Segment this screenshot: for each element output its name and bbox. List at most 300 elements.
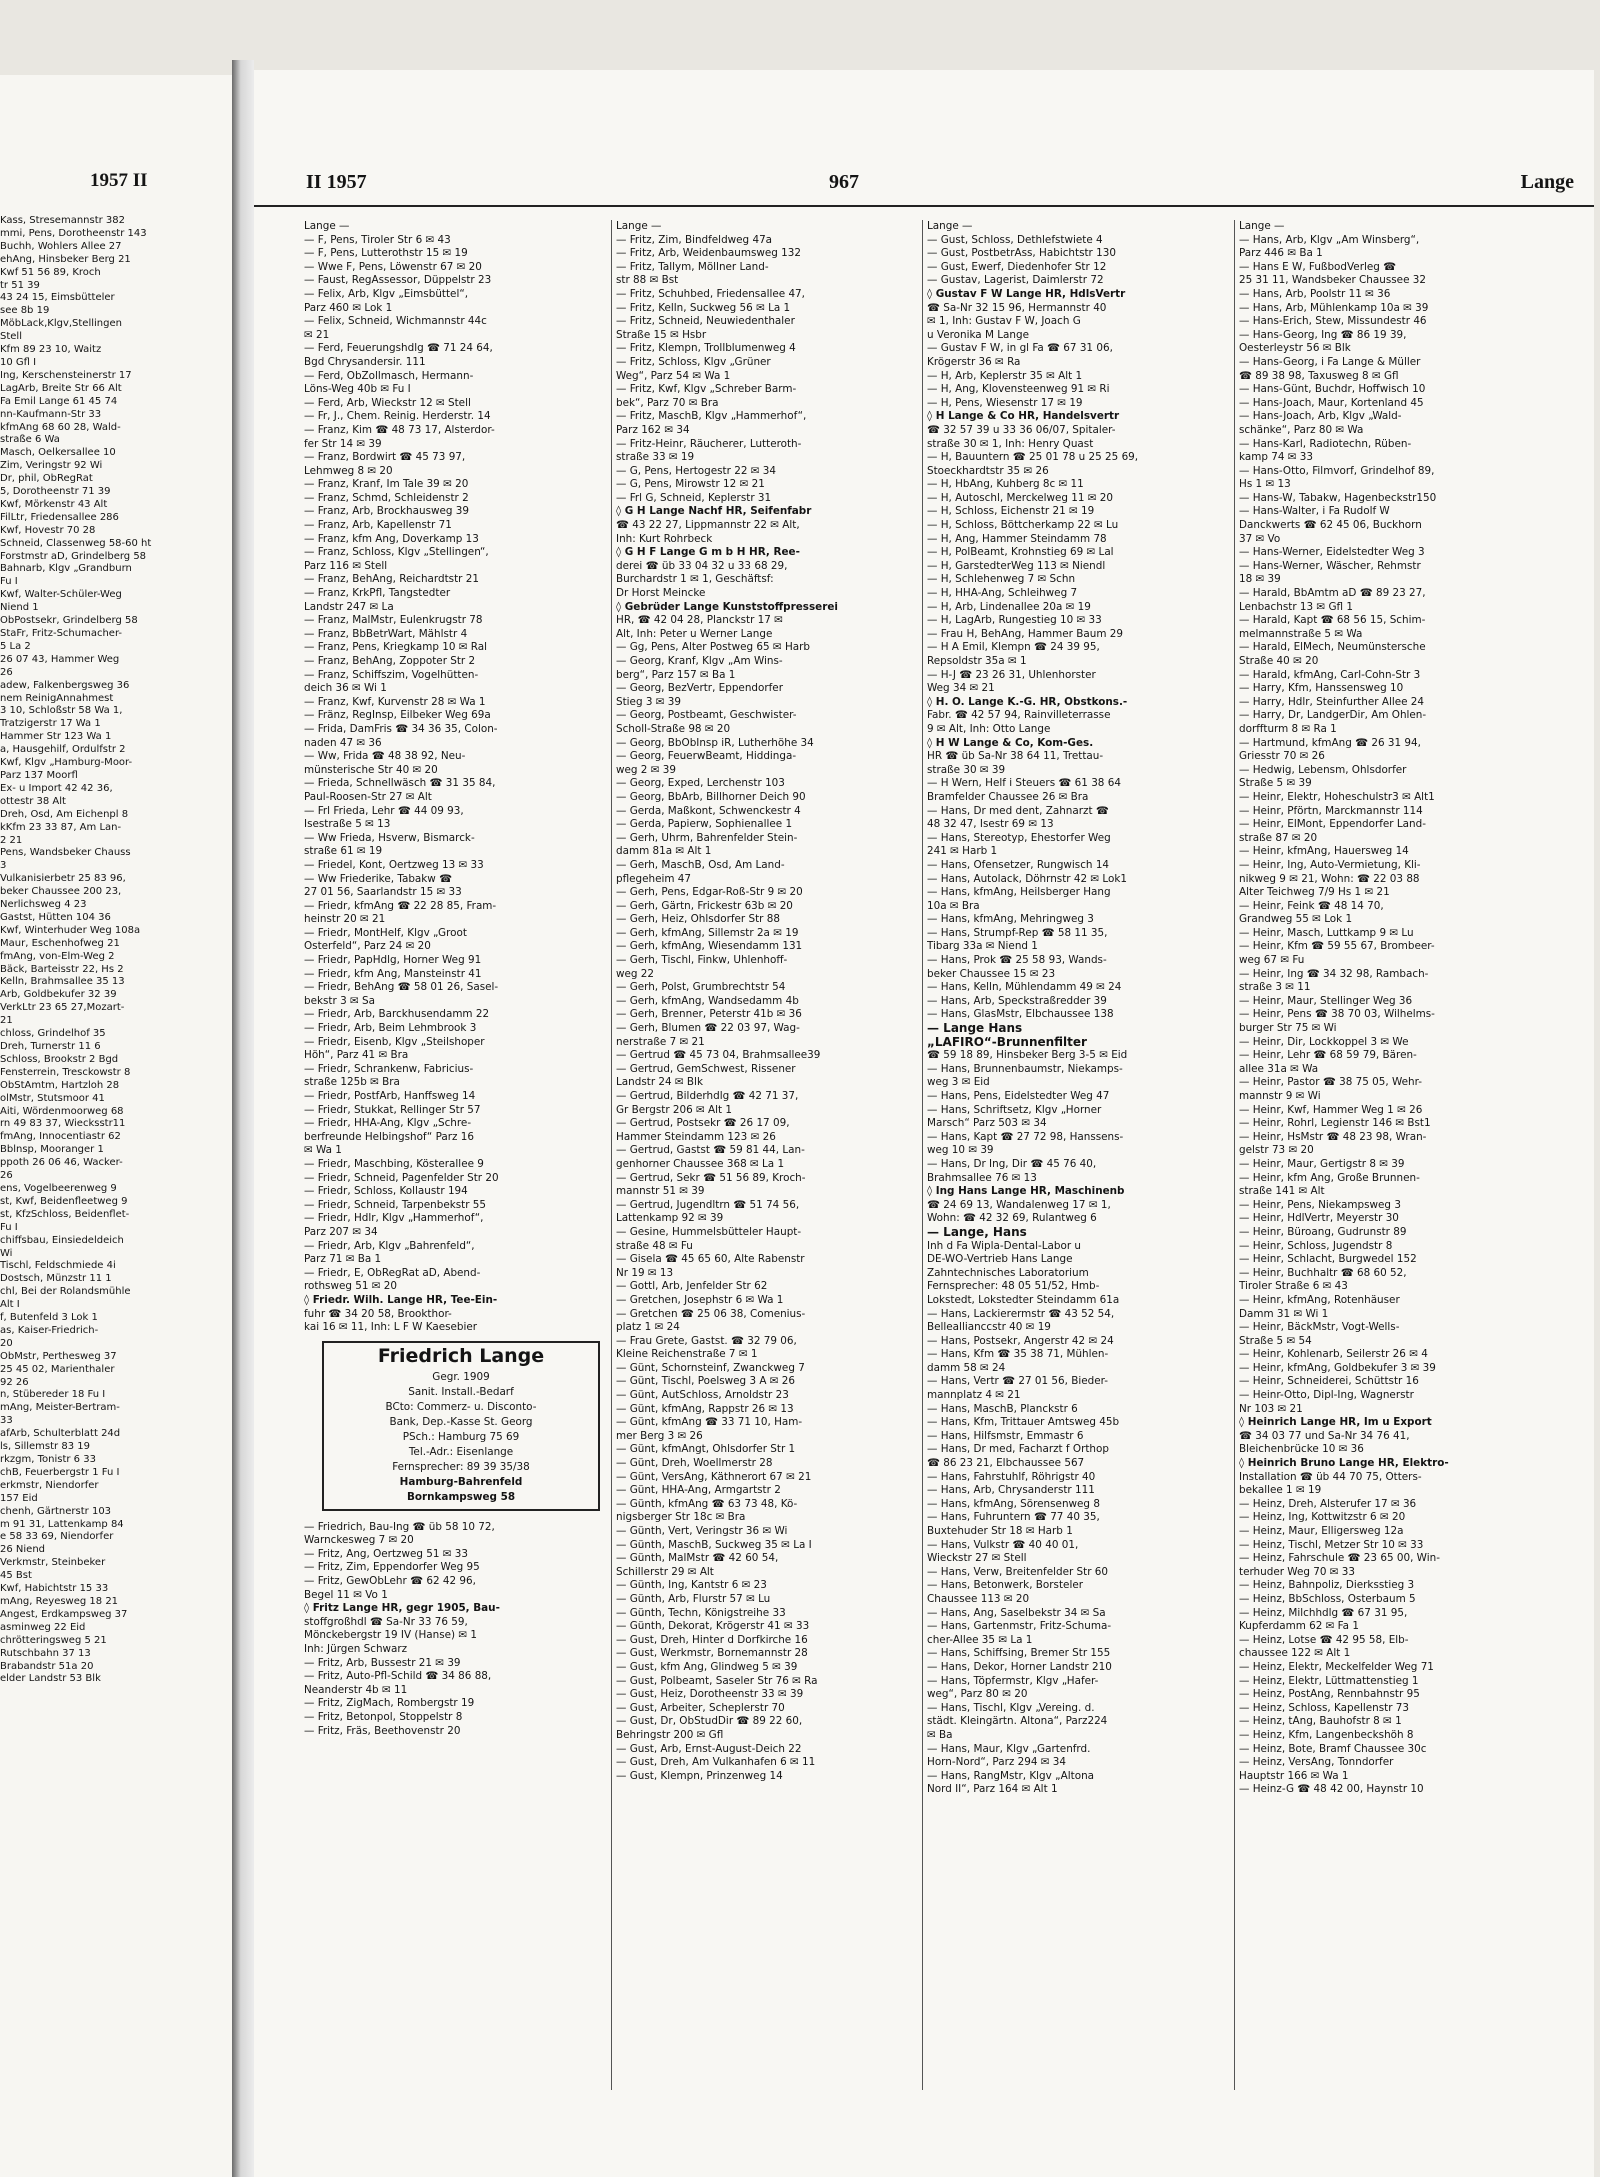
directory-entry-line: — Hans, Dekor, Horner Landstr 210 [927, 1660, 1112, 1673]
directory-entry-line: Alter Teichweg 7/9 Hs 1 ✉ 21 [1239, 886, 1390, 899]
directory-entry-line: — Heinr, BäckMstr, Vogt-Wells- [1239, 1321, 1400, 1334]
directory-entry-line: — Gertrud, Sekr ☎ 51 56 89, Kroch- [616, 1171, 806, 1184]
directory-entry-line: dorffturm 8 ✉ Ra 1 [1239, 722, 1337, 735]
left-page-line: Kwf, Hovestr 70 28 [0, 524, 96, 536]
left-page-line: afArb, Schulterblatt 24d [0, 1428, 121, 1440]
directory-entry-line: — Günt, AutSchloss, Arnoldstr 23 [616, 1389, 789, 1402]
left-page-line: fmAng, Innocentiastr 62 [0, 1131, 121, 1143]
directory-entry-line: — Gg, Pens, Alter Postweg 65 ✉ Harb [616, 641, 810, 654]
directory-entry-line: — Franz, BehAng, Reichardtstr 21 [304, 573, 479, 586]
directory-entry-line: — H, HHA-Ang, Schleihweg 7 [927, 587, 1078, 600]
directory-entry-line: burger Str 75 ✉ Wi [1239, 1022, 1337, 1035]
directory-entry-line: Lokstedt, Lokstedter Steindamm 61a [927, 1293, 1120, 1306]
directory-entry-line: — Felix, Schneid, Wichmannstr 44c [304, 315, 487, 328]
directory-entry-line: Zahntechnisches Laboratorium [927, 1266, 1089, 1279]
directory-entry-line: — Hans, Strumpf-Rep ☎ 58 11 35, [927, 926, 1108, 939]
directory-entry-line: — Hans, Töpfermstr, Klgv „Hafer- [927, 1674, 1099, 1687]
directory-entry-line: — Fritz, Arb, Weidenbaumsweg 132 [616, 247, 802, 260]
directory-entry-line: — Friedrich, Bau-Ing ☎ üb 58 10 72, [304, 1520, 495, 1533]
directory-entry-line: Damm 31 ✉ Wi 1 [1239, 1307, 1329, 1320]
directory-entry-line: Lenbachstr 13 ✉ Gfl 1 [1239, 600, 1353, 613]
directory-entry-line: — Fritz, Klempn, Trollblumenweg 4 [616, 342, 796, 355]
left-page-line: 21 [0, 1015, 13, 1027]
directory-entry-line: — Franz, Schloss, Klgv „Stellingen“, [304, 546, 489, 559]
directory-entry-line: Parz 446 ✉ Ba 1 [1239, 247, 1323, 260]
directory-entry-line: — H, GarstedterWeg 113 ✉ Niendl [927, 559, 1106, 572]
page-number: 967 [829, 171, 859, 193]
directory-entry-line: münsterische Str 40 ✉ 20 [304, 763, 438, 776]
directory-entry-line: — Hans, Pens, Eidelstedter Weg 47 [927, 1090, 1110, 1102]
left-page-line: ppoth 26 06 46, Wacker- [0, 1157, 123, 1169]
left-page-line: chenh, Gärtnerstr 103 [0, 1505, 112, 1517]
directory-entry-line: — Hans-Georg, Ing ☎ 86 19 39, [1239, 328, 1407, 341]
directory-entry-line: — Franz, KrkPfl, Tangstedter [304, 587, 451, 600]
directory-entry-line: — Franz, Schmd, Schleidenstr 2 [304, 491, 469, 504]
directory-entry-line: Griesstr 70 ✉ 26 [1239, 750, 1325, 763]
directory-entry-line: Wohn: ☎ 42 32 69, Rulantweg 6 [927, 1212, 1097, 1225]
left-page-line: Bahnarb, Klgv „Grandburn [0, 563, 132, 575]
directory-entry-line: — Gust, kfm Ang, Glindweg 5 ✉ 39 [616, 1660, 798, 1673]
left-page-line: adew, Falkenbergsweg 36 [0, 679, 130, 691]
directory-entry-line: — Gerh, MaschB, Osd, Am Land- [616, 858, 785, 871]
directory-entry-line: ☎ 24 69 13, Wandalenweg 17 ✉ 1, [927, 1198, 1111, 1211]
left-page-line: Kass, Stresemannstr 382 [0, 215, 126, 226]
directory-entry-line: — Hans, Brunnenbaumstr, Niekamps- [927, 1062, 1123, 1075]
directory-entry-line: bekstr 3 ✉ Sa [304, 994, 375, 1007]
left-page-line: 3 10, Schloßstr 58 Wa 1, [0, 705, 123, 717]
directory-entry-line: — Hans, Arb, Klgv „Am Winsberg“, [1239, 233, 1420, 246]
directory-entry-line: Gr Bergstr 206 ✉ Alt 1 [616, 1103, 733, 1116]
directory-entry-line: — Lange Hans [927, 1022, 1023, 1036]
left-page-line: tr 51 39 [0, 279, 40, 291]
directory-entry-line: rothsweg 51 ✉ 20 [304, 1280, 398, 1293]
directory-entry-line: — Gertrud, Bilderhdlg ☎ 42 71 37, [616, 1090, 799, 1102]
directory-entry-line: ◊ G H F Lange G m b H HR, Ree- [616, 546, 800, 559]
directory-entry-line: — Heinz, Schloss, Kapellenstr 73 [1239, 1701, 1410, 1714]
left-page-line: ObStAmtm, Hartzloh 28 [0, 1079, 120, 1091]
directory-entry-line: — Gerda, Papierw, Sophienallee 1 [616, 818, 793, 831]
directory-entry-line: nigsberger Str 18c ✉ Bra [616, 1511, 746, 1524]
directory-entry-line: Osterfeld“, Parz 24 ✉ 20 [304, 940, 431, 953]
directory-entry-line: Löns-Weg 40b ✉ Fu I [304, 383, 411, 396]
directory-entry-line: — H, Ang, Klovensteenweg 91 ✉ Ri [927, 383, 1110, 396]
left-page-line: Kwf 51 56 89, Kroch [0, 266, 101, 278]
directory-entry-line: Marsch“ Parz 503 ✉ 34 [927, 1117, 1047, 1130]
directory-entry-line: — H, Bauuntern ☎ 25 01 78 u 25 25 69, [927, 451, 1139, 464]
directory-entry-line: 27 01 56, Saarlandstr 15 ✉ 33 [304, 886, 462, 899]
left-page-line: Kwf, Mörkenstr 43 Alt [0, 498, 108, 510]
directory-entry-line: — Heinz, Elektr, Lüttmattenstieg 1 [1239, 1674, 1419, 1687]
directory-entry-line: — Gust, Arbeiter, Scheplerstr 70 [616, 1701, 785, 1714]
directory-entry-line: straße 33 ✉ 19 [616, 451, 695, 464]
directory-entry-line: — Heinz, BbSchloss, Osterbaum 5 [1239, 1592, 1416, 1605]
directory-entry-line: — Hans-Günt, Buchdr, Hoffwisch 10 [1239, 383, 1426, 396]
directory-entry-line: — Hans, GlasMstr, Elbchaussee 138 [927, 1008, 1114, 1021]
advertisement-box [322, 1341, 600, 1511]
directory-entry-line: ✉ Ba [927, 1728, 953, 1741]
directory-entry-line: — Hans, Ang, Saselbekstr 34 ✉ Sa [927, 1606, 1106, 1619]
directory-column-3 [927, 220, 1229, 1797]
directory-entry-line: Begel 11 ✉ Vo 1 [304, 1588, 388, 1601]
left-page-line: elder Landstr 53 Blk [0, 1673, 101, 1685]
directory-entry-line: Stoeckhardtstr 35 ✉ 26 [927, 464, 1049, 477]
directory-entry-line: nerstraße 7 ✉ 21 [616, 1035, 705, 1048]
directory-entry-line: — Heinz, Elektr, Meckelfelder Weg 71 [1239, 1660, 1434, 1673]
directory-entry-line: — Georg, BbArb, Billhorner Deich 90 [616, 790, 806, 803]
directory-entry-line: — Heinz, VersAng, Tonndorfer [1239, 1756, 1394, 1769]
directory-entry-line: weg“, Parz 80 ✉ 20 [927, 1688, 1028, 1701]
directory-entry-line: — Franz, Kranf, Im Tale 39 ✉ 20 [304, 478, 469, 491]
directory-entry-line: — H, Schloss, Eichenstr 21 ✉ 19 [927, 505, 1095, 518]
directory-entry-line: — Heinz, Bahnpoliz, Dierksstieg 3 [1239, 1579, 1415, 1592]
directory-entry-line: — Hans, Kfm, Trittauer Amtsweg 45b [927, 1416, 1120, 1429]
directory-page [254, 70, 1594, 2177]
directory-entry-line: — Heinr, kfmAng, Goldbekufer 3 ✉ 39 [1239, 1361, 1436, 1374]
directory-entry-line: — Fritz, Ang, Oertzweg 51 ✉ 33 [304, 1547, 469, 1560]
left-page-line: StaFr, Fritz-Schumacher- [0, 628, 123, 639]
directory-entry-line: — Gust, Dreh, Am Vulkanhafen 6 ✉ 11 [616, 1756, 816, 1769]
left-page-line: ens, Vogelbeerenweg 9 [0, 1182, 117, 1194]
directory-entry-line: Parz 207 ✉ 34 [304, 1225, 378, 1238]
directory-entry-line: Nr 19 ✉ 13 [616, 1266, 674, 1279]
directory-entry-line: — Gust, Polbeamt, Saseler Str 76 ✉ Ra [616, 1674, 818, 1687]
directory-entry-line: naden 47 ✉ 36 [304, 736, 382, 749]
left-page-line: Brabandstr 51a 20 [0, 1660, 94, 1672]
left-page-line: 157 Eid [0, 1492, 38, 1504]
directory-entry-line: — Hans, Stereotyp, Ehestorfer Weg [927, 831, 1111, 844]
directory-entry-line: u Veronika M Lange [927, 328, 1029, 341]
left-page-line: nem ReinigAnnahmest [0, 692, 114, 704]
directory-entry-line: str 88 ✉ Bst [616, 274, 679, 287]
directory-entry-line: — Fritz, Auto-Pfl-Schild ☎ 34 86 88, [304, 1670, 492, 1683]
directory-entry-line: schänke“, Parz 80 ✉ Wa [1239, 423, 1364, 436]
directory-entry-line: HR ☎ üb Sa-Nr 38 64 11, Trettau- [927, 750, 1104, 763]
left-page-line: as, Kaiser-Friedrich- [0, 1324, 99, 1336]
directory-entry-line: — Friedel, Kont, Oertzweg 13 ✉ 33 [304, 858, 484, 871]
left-page-line: Dostsch, Münzstr 11 1 [0, 1273, 112, 1285]
left-page-line: kKfm 23 33 87, Am Lan- [0, 821, 122, 833]
directory-entry-line: — H, Schloss, Böttcherkamp 22 ✉ Lu [927, 519, 1119, 532]
directory-entry-line: — Hans-Otto, Filmvorf, Grindelhof 89, [1239, 464, 1435, 477]
directory-entry-line: — Wwe F, Pens, Löwenstr 67 ✉ 20 [304, 260, 482, 273]
left-page-line: 5 La 2 [0, 640, 31, 652]
directory-entry-line: Bgd Chrysandersir. 111 [304, 355, 426, 368]
directory-entry-line: — Fritz, Kwf, Klgv „Schreber Barm- [616, 383, 797, 396]
directory-entry-line: fer Str 14 ✉ 39 [304, 437, 382, 450]
directory-entry-line: — Harry, Dr, LandgerDir, Am Ohlen- [1239, 709, 1427, 722]
directory-entry-line: — Günth, Ing, Kantstr 6 ✉ 23 [616, 1579, 767, 1592]
directory-entry-line: weg 3 ✉ Eid [927, 1076, 990, 1089]
directory-entry-line: Lange — [304, 220, 350, 232]
left-page-line: kfmAng 68 60 28, Wald- [0, 421, 121, 433]
directory-entry-line: — Heinr, Pastor ☎ 38 75 05, Wehr- [1239, 1076, 1422, 1089]
ad-bank-line-2: Bank, Dep.-Kasse St. Georg [389, 1415, 533, 1428]
directory-entry-line: — Gottl, Arb, Jenfelder Str 62 [616, 1280, 768, 1293]
left-page-line: 33 [0, 1415, 13, 1427]
directory-entry-line: — Friedr, Schneid, Pagenfelder Str 20 [304, 1171, 499, 1184]
directory-entry-line: — F, Pens, Tiroler Str 6 ✉ 43 [304, 233, 451, 246]
directory-entry-line: Mönckebergstr 19 IV (Hanse) ✉ 1 [304, 1629, 477, 1642]
directory-entry-line: — Friedr, Arb, Barckhusendamm 22 [304, 1008, 490, 1021]
left-page-line: a, Hausgehilf, Ordulfstr 2 [0, 744, 126, 756]
directory-entry-line: Isestraße 5 ✉ 13 [304, 818, 391, 831]
directory-entry-line: — Heinr, kfmAng, Rotenhäuser [1239, 1293, 1400, 1306]
left-page-line: mAng, Meister-Bertram- [0, 1402, 120, 1414]
directory-entry-line: — Heinr, Maur, Gertigstr 8 ✉ 39 [1239, 1157, 1405, 1170]
directory-entry-line: — Heinz, tAng, Bauhofstr 8 ✉ 1 [1239, 1715, 1402, 1728]
directory-entry-line: straße 61 ✉ 19 [304, 845, 383, 858]
directory-entry-line: — Günth, Dekorat, Krögerstr 41 ✉ 33 [616, 1620, 810, 1633]
directory-entry-line: Lehmweg 8 ✉ 20 [304, 464, 393, 477]
directory-entry-line: 18 ✉ 39 [1239, 573, 1281, 586]
directory-entry-line: — Heinr, Kwf, Hammer Weg 1 ✉ 26 [1239, 1103, 1423, 1116]
column-divider [922, 220, 923, 2090]
directory-entry-line: — Hans, Lackierermstr ☎ 43 52 54, [927, 1307, 1115, 1320]
directory-entry-line: — Hans, MaschB, Planckstr 6 [927, 1402, 1078, 1415]
left-page-line: Forstmstr aD, Grindelberg 58 [0, 550, 147, 562]
directory-entry-line: Lange — [1239, 220, 1285, 232]
directory-entry-line: — Fritz-Heinr, Räucherer, Lutteroth- [616, 437, 802, 450]
directory-entry-line: ◊ Gustav F W Lange HR, HdlsVertr [927, 287, 1126, 300]
directory-entry-line: DE-WO-Vertrieb Hans Lange [927, 1253, 1073, 1266]
directory-entry-line: — Friedr, BehAng ☎ 58 01 26, Sasel- [304, 981, 499, 994]
left-page-line: ls, Sillemstr 83 19 [0, 1441, 90, 1453]
directory-entry-line: — Frau H, BehAng, Hammer Baum 29 [927, 627, 1123, 640]
directory-entry-line: — Heinr, Dir, Lockkoppel 3 ✉ We [1239, 1035, 1409, 1048]
directory-entry-line: — Gust, Ewerf, Diedenhofer Str 12 [927, 260, 1107, 273]
left-page-line: Dreh, Turnerstr 11 6 [0, 1041, 101, 1052]
directory-entry-line: Buxtehuder Str 18 ✉ Harb 1 [927, 1525, 1073, 1537]
left-page-line: 43 24 15, Eimsbütteler [0, 292, 115, 304]
header-surname: Lange [1520, 171, 1574, 193]
directory-entry-line: kai 16 ✉ 11, Inh: L F W Kaesebier [304, 1321, 478, 1334]
directory-entry-line: — Fritz, Tallym, Möllner Land- [616, 260, 769, 273]
directory-entry-line: — Hans, Ofensetzer, Rungwisch 14 [927, 858, 1110, 871]
left-page-line: 92 26 [0, 1376, 29, 1388]
directory-entry-line: — Friedr, Schneid, Tarpenbekstr 55 [304, 1198, 487, 1211]
left-page-line: Bblnsp, Mooranger 1 [0, 1144, 104, 1156]
directory-entry-line: — Günt, VersAng, Käthnerort 67 ✉ 21 [616, 1470, 812, 1483]
directory-entry-line: — Gust, Schloss, Dethlefstwiete 4 [927, 233, 1103, 246]
left-page-line: 20 [0, 1337, 13, 1349]
directory-entry-line: — Heinr, Ing, Auto-Vermietung, Kli- [1239, 858, 1421, 871]
directory-entry-line: ◊ Fritz Lange HR, gegr 1905, Bau- [304, 1602, 500, 1615]
directory-entry-line: genhorner Chaussee 368 ✉ La 1 [616, 1157, 785, 1170]
directory-entry-line: bek“, Parz 70 ✉ Bra [616, 396, 719, 409]
directory-entry-line: — Hans, Vulkstr ☎ 40 40 01, [927, 1538, 1079, 1551]
directory-entry-line: — Gust, Klempn, Prinzenweg 14 [616, 1769, 783, 1782]
left-page-line: Schneid, Classenweg 58-60 ht [0, 537, 152, 549]
directory-entry-line: Danckwerts ☎ 62 45 06, Buckhorn [1239, 519, 1422, 532]
directory-entry-line: weg 67 ✉ Fu [1239, 954, 1305, 967]
directory-entry-line: — H, Schlehenweg 7 ✉ Schn [927, 573, 1076, 586]
directory-entry-line: — Franz, kfm Ang, Doverkamp 13 [304, 532, 479, 545]
left-page-line: Verkmstr, Steinbeker [0, 1557, 106, 1569]
directory-entry-line: — Georg, Exped, Lerchenstr 103 [616, 777, 785, 790]
directory-entry-line: — Heinr, Kfm ☎ 59 55 67, Brombeer- [1239, 940, 1435, 953]
directory-entry-line: Inh: Kurt Rohrbeck [616, 532, 713, 545]
directory-entry-line: Fabr. ☎ 42 57 94, Rainvilleterrasse [927, 709, 1111, 722]
directory-entry-line: — Hans, Hilfsmstr, Emmastr 6 [927, 1429, 1084, 1442]
directory-entry-line: — Fritz, Schneid, Neuwiedenthaler [616, 315, 795, 328]
directory-entry-line: — Günt, HHA-Ang, Armgartstr 2 [616, 1484, 781, 1497]
directory-entry-line: 10a ✉ Bra [927, 899, 980, 912]
directory-entry-line: melmannstraße 5 ✉ Wa [1239, 627, 1363, 640]
directory-entry-line: Parz 71 ✉ Ba 1 [304, 1253, 382, 1266]
directory-entry-line: ☎ 59 18 89, Hinsbeker Berg 3-5 ✉ Eid [927, 1049, 1128, 1062]
directory-entry-line: — Gertrud, GemSchwest, Rissener [616, 1062, 796, 1075]
directory-entry-line: straße 30 ✉ 39 [927, 763, 1006, 776]
left-page-line: olMstr, Stutsmoor 41 [0, 1092, 105, 1104]
directory-entry-line: — H, Pens, Wiesenstr 17 ✉ 19 [927, 396, 1083, 409]
directory-entry-line: ◊ H W Lange & Co, Kom-Ges. [927, 736, 1094, 749]
directory-entry-line: gelstr 73 ✉ 20 [1239, 1144, 1314, 1157]
directory-entry-line: — Heinz, Milchhdlg ☎ 67 31 95, [1239, 1606, 1408, 1619]
directory-entry-line: ☎ 86 23 21, Elbchaussee 567 [927, 1457, 1085, 1470]
directory-entry-line: — Heinr, Masch, Luttkamp 9 ✉ Lu [1239, 926, 1414, 939]
directory-entry-line: — Ww Friederike, Tabakw ☎ [304, 872, 453, 885]
directory-entry-line: weg 10 ✉ 39 [927, 1144, 994, 1157]
directory-entry-line: ☎ 32 57 39 u 33 36 06/07, Spitaler- [927, 423, 1116, 436]
directory-entry-line: — Hans, kfmAng, Sörensenweg 8 [927, 1497, 1100, 1510]
left-page-line: chloss, Grindelhof 35 [0, 1028, 106, 1040]
ad-phone: Fernsprecher: 89 39 35/38 [392, 1460, 530, 1473]
directory-entry-line: — Hans, Fahrstuhlf, Röhrigstr 40 [927, 1470, 1096, 1483]
left-page-line: fmAng, von-Elm-Weg 2 [0, 950, 115, 962]
directory-entry-line: — Franz, Bordwirt ☎ 45 73 97, [304, 451, 466, 464]
directory-entry-line: Tibarg 33a ✉ Niend 1 [927, 940, 1038, 953]
directory-entry-line: — H-J ☎ 23 26 31, Uhlenhorster [927, 668, 1096, 681]
left-page-line: Parz 137 Moorfl [0, 769, 78, 781]
directory-entry-line: straße 48 ✉ Fu [616, 1239, 693, 1252]
directory-entry-line: — Gustav, Lagerist, Daimlerstr 72 [927, 274, 1104, 287]
directory-entry-line: — Friedr, PapHdlg, Horner Weg 91 [304, 954, 482, 967]
directory-entry-line: — Franz, BehAng, Zoppoter Str 2 [304, 655, 476, 667]
directory-entry-line: Wieckstr 27 ✉ Stell [927, 1552, 1027, 1565]
left-page-line: Kfm 89 23 10, Waitz [0, 344, 102, 356]
directory-entry-line: cher-Allee 35 ✉ La 1 [927, 1633, 1033, 1646]
directory-entry-line: berfreunde Helbingshof“ Parz 16 [304, 1130, 475, 1143]
directory-entry-line: 37 ✉ Vo [1239, 532, 1281, 545]
left-page-line: rn 49 83 37, Wiecksstr11 [0, 1118, 126, 1130]
directory-entry-line: — Heinr-Otto, Dipl-Ing, Wagnerstr [1239, 1389, 1414, 1402]
directory-entry-line: — Gertrud, Jugendltrn ☎ 51 74 56, [616, 1198, 800, 1211]
ad-title: Friedrich Lange [377, 1344, 545, 1367]
directory-entry-line: Schillerstr 29 ✉ Alt [616, 1565, 714, 1578]
left-page-line: Vulkanisierbetr 25 83 96, [0, 873, 126, 885]
directory-entry-line: Höh“, Parz 41 ✉ Bra [304, 1049, 409, 1062]
directory-entry-line: — Heinz, Bote, Bramf Chaussee 30c [1239, 1742, 1427, 1755]
directory-entry-line: damm 81a ✉ Alt 1 [616, 845, 712, 858]
directory-entry-line: — Friedr, Maschbing, Kösterallee 9 [304, 1157, 484, 1170]
directory-entry-line: mannstr 51 ✉ 39 [616, 1185, 705, 1198]
directory-entry-line: — Hans, Arb, Mühlenkamp 10a ✉ 39 [1239, 301, 1429, 314]
directory-entry-line: Brahmsallee 76 ✉ 13 [927, 1171, 1037, 1184]
directory-column-4 [1239, 220, 1541, 1797]
directory-entry-line: HR, ☎ 42 04 28, Planckstr 17 ✉ [616, 614, 783, 627]
directory-entry-line: Landstr 247 ✉ La [304, 600, 394, 613]
directory-entry-line: fuhr ☎ 34 20 58, Brookthor- [304, 1307, 452, 1320]
left-page-line: st, Kwf, Beidenfleetweg 9 [0, 1195, 128, 1207]
directory-entry-line: ✉ 1, Inh: Gustav F W, Joach G [927, 315, 1081, 328]
left-page-line: Kwf, Winterhuder Weg 108a [0, 924, 141, 936]
left-page-line: ObMstr, Perthesweg 37 [0, 1350, 117, 1362]
left-page-line: 26 [0, 666, 13, 678]
directory-entry-line: — Hans, Betonwerk, Borsteler [927, 1579, 1083, 1592]
directory-entry-line: „LAFIRO“-Brunnenfilter [927, 1035, 1087, 1049]
directory-entry-line: — Georg, BezVertr, Eppendorfer [616, 682, 783, 695]
directory-entry-line: Oesterleystr 56 ✉ Blk [1239, 342, 1351, 355]
directory-entry-line: — Georg, FeuerwBeamt, Hiddinga- [616, 750, 797, 763]
directory-entry-line: ◊ Heinrich Lange HR, Im u Export [1239, 1416, 1432, 1429]
directory-entry-line: — F, Pens, Lutterothstr 15 ✉ 19 [304, 247, 468, 260]
left-page-line: n, Stübereder 18 Fu I [0, 1389, 106, 1401]
ad-bank-line-1: BCto: Commerz- u. Disconto- [385, 1400, 537, 1413]
directory-entry-line: Warnckesweg 7 ✉ 20 [304, 1534, 414, 1547]
directory-entry-line: — Hans, RangMstr, Klgv „Altona [927, 1769, 1095, 1782]
directory-entry-line: allee 31a ✉ Wa [1239, 1062, 1319, 1075]
directory-entry-line: 25 31 11, Wandsbeker Chaussee 32 [1239, 274, 1426, 287]
directory-entry-line: — Heinr, Rohrl, Legienstr 146 ✉ Bst1 [1239, 1117, 1431, 1130]
book-gutter [232, 60, 254, 2177]
directory-entry-line: — Georg, Kranf, Klgv „Am Wins- [616, 655, 783, 667]
directory-entry-line: Grandweg 55 ✉ Lok 1 [1239, 913, 1353, 926]
directory-entry-line: — Gust, PostbetrAss, Habichtstr 130 [927, 247, 1116, 260]
directory-entry-line: — H, Autoschl, Merckelweg 11 ✉ 20 [927, 491, 1114, 504]
directory-entry-line: Kleine Reichenstraße 7 ✉ 1 [616, 1348, 758, 1361]
directory-entry-line: — Fritz, GewObLehr ☎ 62 42 96, [304, 1575, 476, 1588]
directory-entry-line: Straße 5 ✉ 39 [1239, 777, 1312, 790]
directory-entry-line: — Hans, Gartenmstr, Fritz-Schuma- [927, 1620, 1112, 1633]
directory-entry-line: Krögerstr 36 ✉ Ra [927, 355, 1021, 368]
left-page-line: Kwf, Habichtstr 15 33 [0, 1583, 109, 1595]
directory-entry-line: Behringstr 200 ✉ Gfl [616, 1728, 724, 1741]
directory-entry-line: — Heinr, Ing ☎ 34 32 98, Rambach- [1239, 967, 1429, 980]
directory-entry-line: — Heinz-G ☎ 48 42 00, Haynstr 10 [1239, 1783, 1424, 1796]
directory-entry-line: — Gerh, Brenner, Peterstr 41b ✉ 36 [616, 1008, 802, 1021]
directory-entry-line: Hammer Steindamm 123 ✉ 26 [616, 1130, 776, 1143]
directory-entry-line: — Hans-Walter, i Fa Rudolf W [1239, 505, 1390, 518]
left-page-line: 2 21 [0, 834, 23, 846]
directory-entry-line: heinstr 20 ✉ 21 [304, 913, 386, 926]
directory-entry-line: — Hans, kfmAng, Heilsberger Hang [927, 886, 1111, 899]
directory-entry-line: — Heinr, Schneiderei, Schüttstr 16 [1239, 1375, 1419, 1388]
directory-entry-line: ◊ Friedr. Wilh. Lange HR, Tee-Ein- [304, 1293, 498, 1306]
left-page-line: 10 Gfl I [0, 356, 37, 368]
directory-entry-line: — Hans, Arb, Speckstraßredder 39 [927, 994, 1107, 1007]
directory-entry-line: — Hans, Schriftsetz, Klgv „Horner [927, 1103, 1102, 1116]
left-page-line: ottestr 38 Alt [0, 795, 66, 807]
directory-entry-line: — Hans-Joach, Arb, Klgv „Wald- [1239, 410, 1402, 423]
directory-entry-line: — Gust, Werkmstr, Bornemannstr 28 [616, 1647, 808, 1660]
directory-entry-line: — Gust, Heiz, Dorotheenstr 33 ✉ 39 [616, 1688, 804, 1701]
directory-entry-line: — Hans-Joach, Maur, Kortenland 45 [1239, 396, 1424, 409]
directory-entry-line: — Hans-Karl, Radiotechn, Rüben- [1239, 437, 1412, 450]
directory-entry-line: — Gesine, Hummelsbütteler Haupt- [616, 1225, 802, 1238]
directory-entry-line: — Fritz, ZigMach, Rombergstr 19 [304, 1697, 475, 1710]
left-page-line: Maur, Eschenhofweg 21 [0, 937, 120, 949]
left-page-line: Aiti, Wördenmoorweg 68 [0, 1105, 124, 1117]
directory-entry-line: — Hans, Dr med dent, Zahnarzt ☎ [927, 804, 1109, 817]
directory-entry-line: — Gust, Arb, Ernst-August-Deich 22 [616, 1742, 802, 1755]
directory-entry-line: — Heinr, Buchhaltr ☎ 68 60 52, [1239, 1266, 1407, 1279]
left-page-line: Tratzigerstr 17 Wa 1 [0, 718, 101, 730]
directory-entry-line: mer Berg 3 ✉ 26 [616, 1429, 703, 1442]
directory-entry-line: — Friedr, PostfArb, Hanffsweg 14 [304, 1090, 476, 1102]
directory-entry-line: — Hans, Tischl, Klgv „Vereing. d. [927, 1701, 1095, 1714]
left-page-line: chiffsbau, Einsiedeldeich [0, 1234, 124, 1246]
page-header [254, 165, 1594, 207]
